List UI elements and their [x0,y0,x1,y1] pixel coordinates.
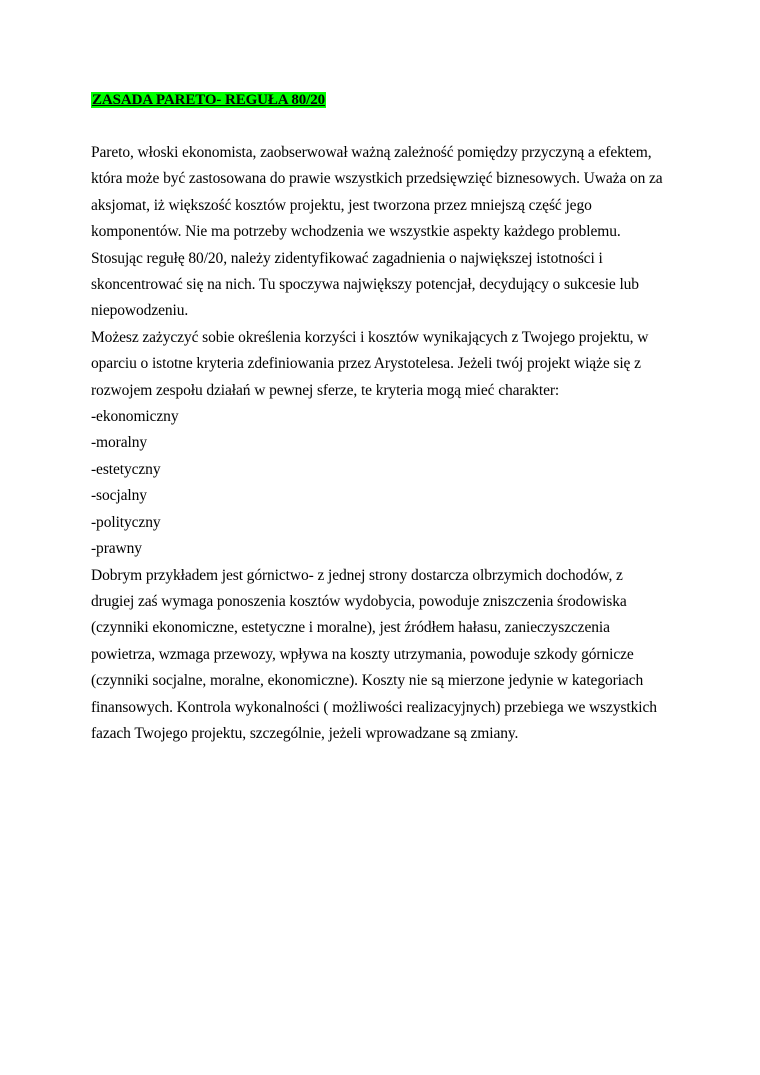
list-item-polityczny: -polityczny [91,513,161,531]
list-item-socjalny: -socjalny [91,487,147,505]
text-line: Dobrym przykładem jest górnictwo- z jednej strony dostarcza olbrzymich dochodów, z [91,566,623,584]
text-line: oparciu o istotne kryteria zdefiniowania przez Arystotelesa. Jeżeli twój projekt wiąże się z [91,355,641,373]
text-line: rozwojem zespołu działań w pewnej sferze, te kryteria mogą mieć charakter: [91,381,560,399]
text-line: finansowych. Kontrola wykonalności ( możliwości realizacyjnych) przebiega we wszystkich [91,698,657,716]
title-highlight: ZASADA PARETO- REGUŁA 80/20 [92,92,326,108]
text-line: komponentów. Nie ma potrzeby wchodzenia we wszystkie aspekty każdego problemu. [91,223,621,241]
text-line: drugiej zaś wymaga ponoszenia kosztów wydobycia, powoduje zniszczenia środowiska [91,592,627,610]
text-line: aksjomat, iż większość kosztów projektu, jest tworzona przez mniejszą część jego [91,196,592,214]
text-line: powietrza, wzmaga przewozy, wpływa na koszty utrzymania, powoduje szkody górnicze [91,645,634,663]
text-line: która może być zastosowana do prawie wszystkich przedsięwzięć biznesowych. Uważa on za [91,170,663,188]
text-line: (czynniki ekonomiczne, estetyczne i moralne), jest źródłem hałasu, zanieczyszczenia [91,619,610,637]
text-line: Pareto, włoski ekonomista, zaobserwował ważną zależność pomiędzy przyczyną a efektem, [91,144,652,161]
text-line: skoncentrować się na nich. Tu spoczywa największy potencjał, decydujący o sukcesie lub [91,276,639,294]
document-title [91,91,326,109]
list-item-prawny: -prawny [91,540,142,558]
list-item-estetyczny: -estetyczny [91,460,161,478]
list-item-moralny: -moralny [91,434,148,452]
text-line: fazach Twojego projektu, szczególnie, jeżeli wprowadzane są zmiany. [91,724,519,742]
document-body [91,140,681,747]
text-line: Stosując regułę 80/20, należy zidentyfikować zagadnienia o największej istotności i [91,249,603,267]
text-line: Możesz zażyczyć sobie określenia korzyści i kosztów wynikających z Twojego projektu, w [91,328,649,346]
text-line: (czynniki socjalne, moralne, ekonomiczne). Koszty nie są mierzone jedynie w kategoriach [91,672,644,690]
text-line: niepowodzeniu. [91,302,189,320]
list-item-ekonomiczny: -ekonomiczny [91,408,179,426]
